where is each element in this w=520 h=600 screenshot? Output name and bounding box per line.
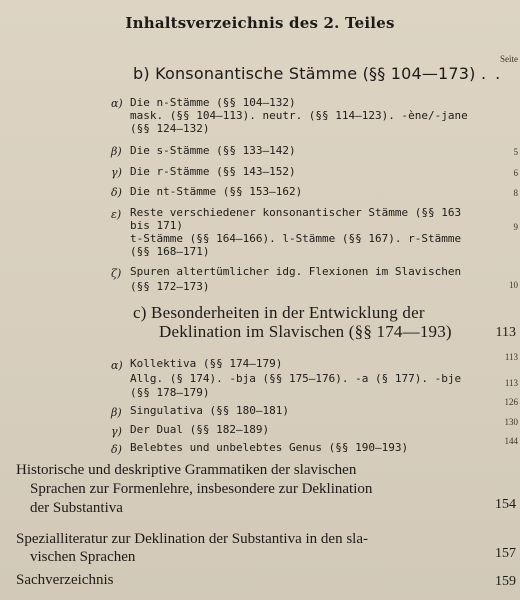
entry-marker: γ) bbox=[111, 166, 122, 179]
entry-page: 10 bbox=[509, 280, 518, 290]
entry-marker: ε) bbox=[111, 208, 122, 221]
section-b-label: b) Konsonantische Stämme (§§ 104—173) bbox=[133, 64, 476, 83]
entry-line: Sachverzeichnis bbox=[16, 572, 114, 588]
entry-marker: ζ) bbox=[111, 267, 122, 280]
entry-line: Die nt-Stämme (§§ 153—162) bbox=[130, 185, 303, 198]
entry-page: 8 bbox=[513, 188, 518, 198]
entry-page: 6 bbox=[513, 168, 518, 178]
entry-line: Die r-Stämme (§§ 143—152) bbox=[130, 165, 296, 178]
entry-marker: γ) bbox=[111, 425, 122, 438]
entry-line: (§§ 124—132) bbox=[130, 122, 210, 135]
page-title: Inhaltsverzeichnis des 2. Teiles bbox=[125, 14, 395, 32]
entry-marker: β) bbox=[111, 145, 122, 158]
entry-line: Historische und deskriptive Grammatiken der slavischen bbox=[16, 462, 357, 478]
entry-line: mask. (§§ 104—113). neutr. (§§ 114—123). -ène/-jane bbox=[130, 109, 468, 122]
entry-page: 113 bbox=[504, 378, 518, 388]
entry-marker: δ) bbox=[111, 186, 122, 199]
entry-line: (§§ 172—173) bbox=[130, 280, 210, 293]
section-c-heading-line2: Deklination im Slavischen (§§ 174—193) bbox=[159, 322, 452, 341]
entry-line: Die n-Stämme (§§ 104—132) bbox=[130, 96, 296, 109]
entry-page: 157 bbox=[495, 546, 516, 561]
entry-line: Singulativa (§§ 180—181) bbox=[130, 404, 289, 417]
entry-line: bis 171) bbox=[130, 219, 183, 232]
entry-marker: α) bbox=[111, 97, 123, 110]
entry-line: der Substantiva bbox=[30, 500, 123, 516]
section-c-page: 113 bbox=[495, 325, 516, 340]
entry-line: (§§ 168—171) bbox=[130, 245, 210, 258]
entry-marker: α) bbox=[111, 359, 123, 372]
section-c-heading-line1: c) Besonderheiten in der Entwicklung der bbox=[133, 303, 425, 322]
section-b-dots: . . bbox=[480, 64, 503, 83]
entry-line: t-Stämme (§§ 164—166). l-Stämme (§§ 167). r-Stämme bbox=[130, 232, 462, 245]
entry-page: 130 bbox=[504, 417, 518, 427]
entry-line: vischen Sprachen bbox=[30, 549, 136, 565]
entry-line: Reste verschiedener konsonantischer Stämme (§§ 163 bbox=[130, 206, 462, 219]
entry-page: 126 bbox=[504, 397, 518, 407]
entry-page: 113 bbox=[504, 352, 518, 362]
entry-page: 9 bbox=[513, 222, 518, 232]
entry-line: Belebtes und unbelebtes Genus (§§ 190—193) bbox=[130, 441, 409, 454]
entry-page: 154 bbox=[495, 497, 516, 512]
entry-line: Die s-Stämme (§§ 133—142) bbox=[130, 144, 296, 157]
entry-line: Kollektiva (§§ 174—179) bbox=[130, 357, 283, 370]
entry-line: Spezialliteratur zur Deklination der Substantiva in den sla- bbox=[16, 531, 368, 547]
entry-line: (§§ 178—179) bbox=[130, 386, 210, 399]
entry-page: 159 bbox=[495, 574, 516, 589]
entry-page: 5 bbox=[513, 147, 518, 157]
entry-line: Spuren altertümlicher idg. Flexionen im Slavischen bbox=[130, 265, 462, 278]
entry-line: Sprachen zur Formenlehre, insbesondere zur Deklination bbox=[30, 481, 373, 497]
entry-page: 144 bbox=[504, 436, 518, 446]
entry-line: Der Dual (§§ 182—189) bbox=[130, 423, 270, 436]
entry-marker: β) bbox=[111, 406, 122, 419]
section-b-heading bbox=[133, 64, 502, 83]
entry-line: Allg. (§ 174). -bja (§§ 175—176). -a (§ 177). -bje bbox=[130, 372, 462, 385]
entry-marker: δ) bbox=[111, 443, 122, 456]
page-column-label: Seite bbox=[500, 54, 518, 64]
